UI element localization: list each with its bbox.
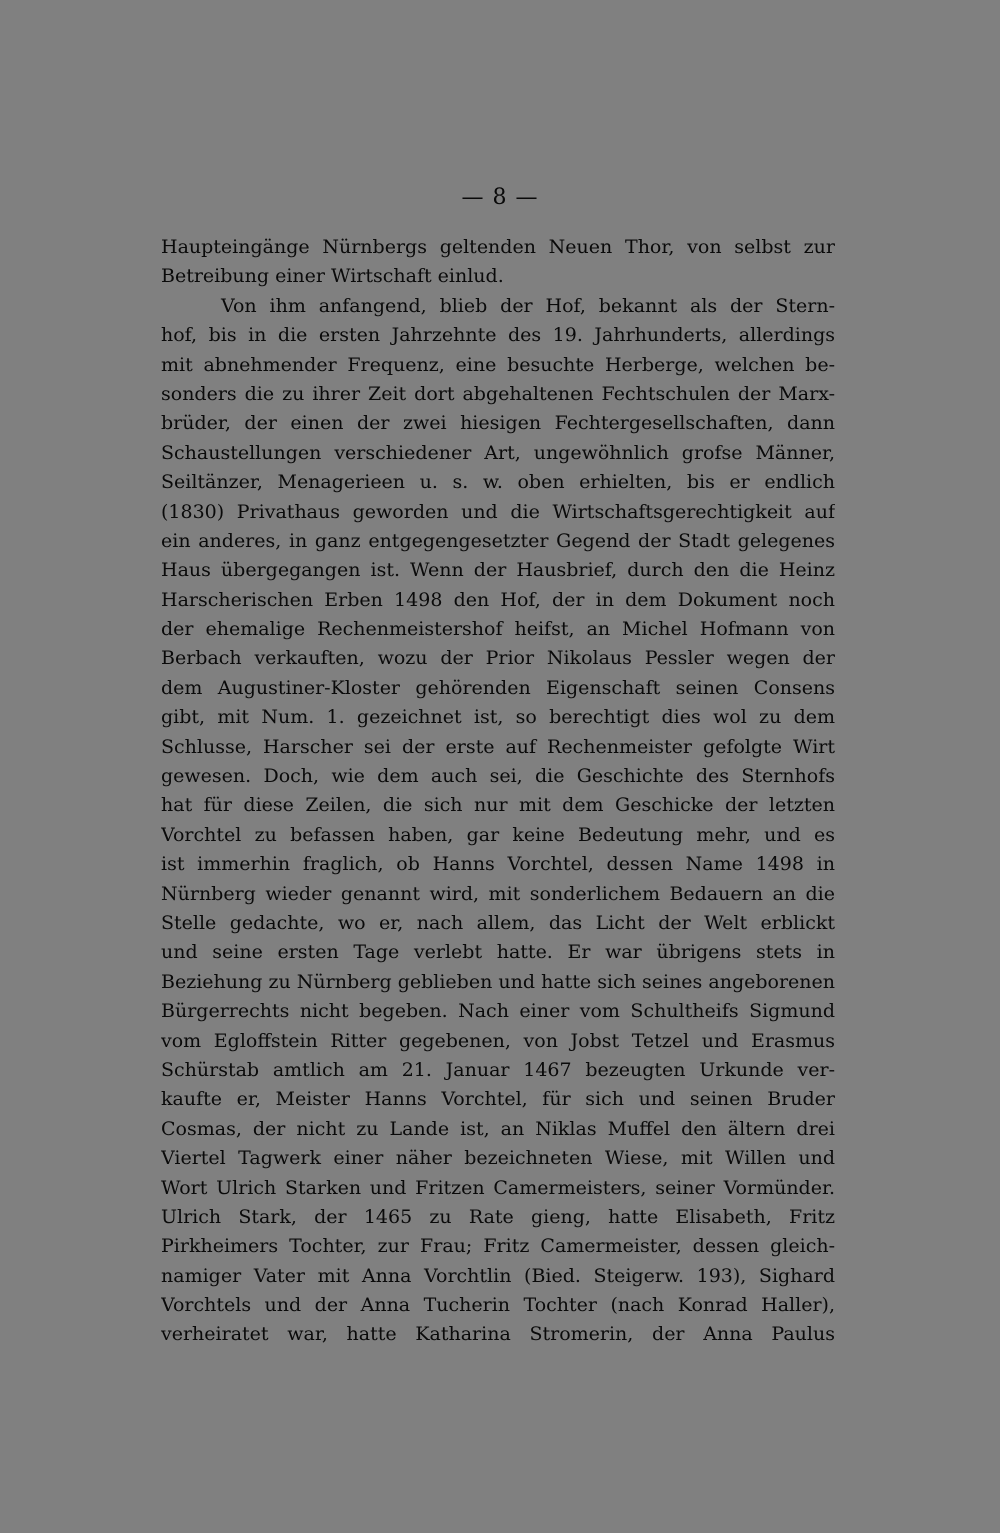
text-line: Berbach verkauften, wozu der Prior Nikolaus Pessler wegen der: [161, 647, 835, 670]
text-line: hat für diese Zeilen, die sich nur mit dem Geschicke der letzten: [161, 794, 835, 817]
text-line: mit abnehmender Frequenz, eine besuchte Herberge, welchen be-: [161, 353, 835, 376]
text-line: Schlusse, Harscher sei der erste auf Rechenmeister gefolgte Wirt: [161, 735, 835, 758]
text-line: Ulrich Stark, der 1465 zu Rate gieng, hatte Elisabeth, Fritz: [161, 1205, 835, 1228]
text-line: gibt, mit Num. 1. gezeichnet ist, so berechtigt dies wol zu dem: [161, 706, 835, 729]
text-line: brüder, der einen der zwei hiesigen Fechtergesellschaften, dann: [161, 412, 835, 435]
text-line: dem Augustiner-Kloster gehörenden Eigenschaft seinen Consens: [161, 676, 835, 699]
text-line: ist immerhin fraglich, ob Hanns Vorchtel, dessen Name 1498 in: [161, 853, 835, 876]
text-line: Nürnberg wieder genannt wird, mit sonderlichem Bedauern an die: [161, 882, 835, 905]
text-line: Pirkheimers Tochter, zur Frau; Fritz Camermeister, dessen gleich-: [161, 1235, 835, 1258]
text-line: Harscherischen Erben 1498 den Hof, der in dem Dokument noch: [161, 588, 835, 611]
text-line: Betreibung einer Wirtschaft einlud.: [161, 265, 504, 288]
text-line: Von ihm anfangend, blieb der Hof, bekannt als der Stern-: [221, 294, 835, 317]
text-line: Stelle gedachte, wo er, nach allem, das Licht der Welt erblickt: [161, 911, 835, 934]
text-line: Beziehung zu Nürnberg geblieben und hatte sich seines angeborenen: [161, 970, 835, 993]
text-line: Haus übergegangen ist. Wenn der Hausbrief, durch den die Heinz: [161, 559, 835, 582]
text-line: sonders die zu ihrer Zeit dort abgehaltenen Fechtschulen der Marx-: [161, 382, 835, 405]
text-line: Vorchtels und der Anna Tucherin Tochter (nach Konrad Haller),: [161, 1294, 835, 1317]
text-line: Schürstab amtlich am 21. Januar 1467 bezeugten Urkunde ver-: [161, 1058, 835, 1081]
text-line: (1830) Privathaus geworden und die Wirtschaftsgerechtigkeit auf: [161, 500, 835, 523]
text-line: namiger Vater mit Anna Vorchtlin (Bied. Steigerw. 193), Sighard: [161, 1264, 835, 1287]
text-line: Viertel Tagwerk einer näher bezeichneten Wiese, mit Willen und: [161, 1147, 835, 1170]
text-line: Vorchtel zu befassen haben, gar keine Bedeutung mehr, und es: [161, 823, 835, 846]
body-text: [161, 233, 835, 1350]
text-line: vom Egloffstein Ritter gegebenen, von Jobst Tetzel und Erasmus: [161, 1029, 835, 1052]
text-line: Cosmas, der nicht zu Lande ist, an Niklas Muffel den ältern drei: [161, 1117, 835, 1140]
text-line: Schaustellungen verschiedener Art, ungewöhnlich grofse Männer,: [161, 441, 835, 464]
text-line: Haupteingänge Nürnbergs geltenden Neuen Thor, von selbst zur: [161, 236, 835, 258]
text-line: Wort Ulrich Starken und Fritzen Camermeisters, seiner Vormünder.: [161, 1176, 835, 1199]
page-number: — 8 —: [461, 185, 539, 210]
text-line: der ehemalige Rechenmeistershof heifst, an Michel Hofmann von: [161, 618, 835, 641]
text-line: kaufte er, Meister Hanns Vorchtel, für sich und seinen Bruder: [161, 1088, 835, 1111]
text-line: ein anderes, in ganz entgegengesetzter Gegend der Stadt gelegenes: [161, 529, 835, 552]
text-line: gewesen. Doch, wie dem auch sei, die Geschichte des Sternhofs: [161, 765, 835, 788]
text-line: und seine ersten Tage verlebt hatte. Er war übrigens stets in: [161, 941, 835, 964]
text-line: verheiratet war, hatte Katharina Stromerin, der Anna Paulus: [161, 1323, 835, 1346]
text-line: Bürgerrechts nicht begeben. Nach einer vom Schultheifs Sigmund: [161, 1000, 835, 1023]
text-line: Seiltänzer, Menagerieen u. s. w. oben erhielten, bis er endlich: [161, 471, 835, 494]
text-line: hof, bis in die ersten Jahrzehnte des 19. Jahrhunderts, allerdings: [161, 324, 835, 347]
